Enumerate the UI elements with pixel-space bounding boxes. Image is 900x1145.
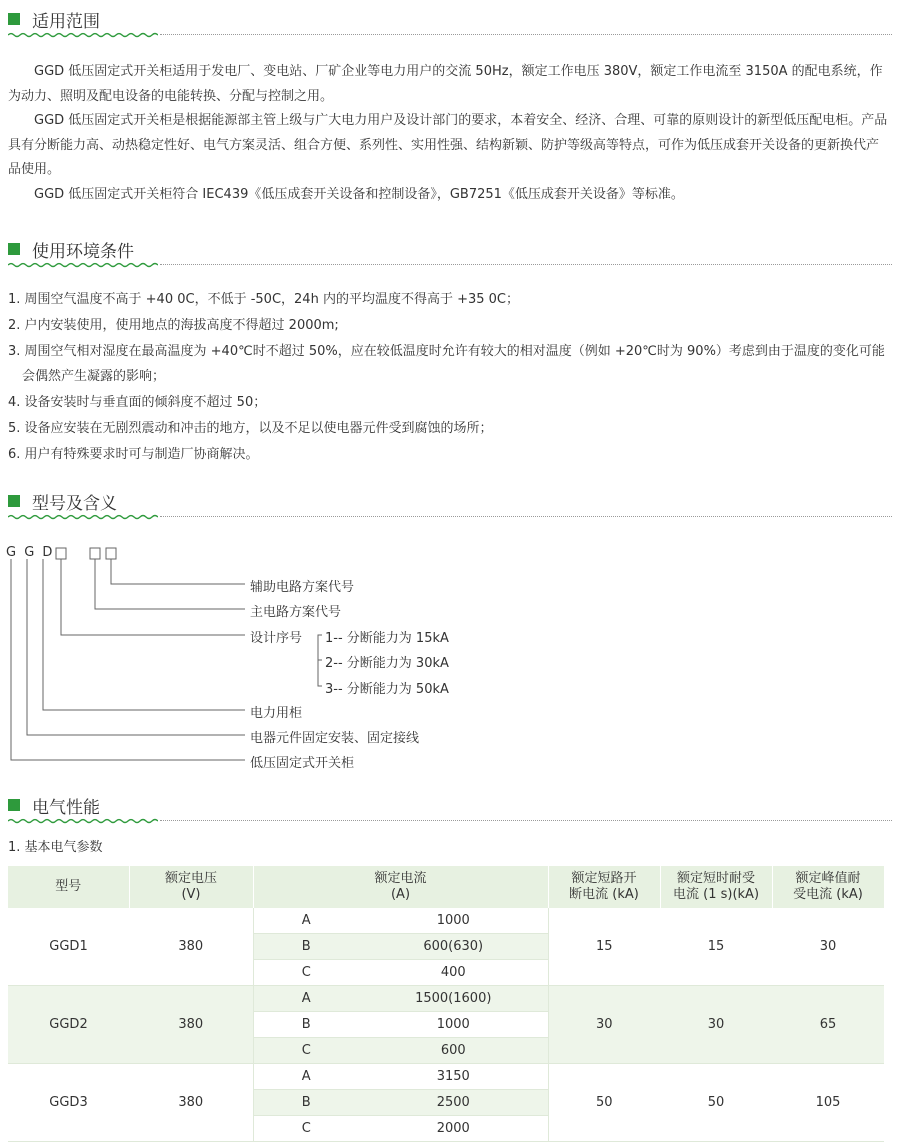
label-power-cabinet: 电力用柜	[250, 706, 303, 721]
cell-withstand: 15	[660, 908, 772, 986]
table-header-row	[8, 866, 884, 908]
electrical-parameters-table	[8, 866, 885, 1142]
cell-peak: 30	[772, 908, 884, 986]
cell-current: 600(630)	[359, 934, 548, 960]
label-fixed-install: 电器元件固定安装、固定接线	[250, 731, 420, 746]
cell-grade: C	[253, 1116, 359, 1142]
dotted-divider	[160, 34, 892, 35]
label-option-2: 2-- 分断能力为 30kA	[325, 656, 449, 671]
cell-current: 2000	[359, 1116, 548, 1142]
cell-current: 3150	[359, 1064, 548, 1090]
scope-paragraph: GGD 低压固定式开关柜适用于发电厂、变电站、厂矿企业等电力用户的交流 50Hz，额定工作电压 380V，额定工作电流至 3150A 的配电系统，作为动力、照明及配电设备的电能转换、分配与控制之用。	[8, 64, 883, 104]
section-title: 适用范围	[32, 12, 100, 32]
cell-voltage: 380	[129, 908, 253, 986]
cell-short-circuit: 15	[548, 908, 660, 986]
label-option-3: 3-- 分断能力为 50kA	[325, 682, 449, 697]
scope-paragraph: GGD 低压固定式开关柜是根据能源部主管上级与广大电力用户及设计部门的要求，本着安全、经济、合理、可靠的原则设计的新型低压配电柜。产品具有分断能力高、动热稳定性好、电气方案灵活、组合方便、系列性、实用性强、结构新颖、防护等级高等特点，可作为低压成套开关设备的更新换代产品使用。	[8, 113, 888, 177]
cell-grade: B	[253, 1090, 359, 1116]
label-aux-circuit: 辅助电路方案代号	[250, 580, 355, 595]
list-item: 3. 周围空气相对湿度在最高温度为 +40℃时不超过 50%，应在较低温度时允许有较大的相对温度（例如 +20℃时为 90%）考虑到由于温度的变化可能会偶然产生凝露的影响；	[8, 343, 885, 385]
label-design-serial: 设计序号	[250, 631, 303, 646]
label-main-circuit: 主电路方案代号	[250, 605, 342, 620]
wave-divider-icon	[8, 32, 158, 38]
section-header-electrical	[8, 794, 892, 818]
col-header-peak: 额定峰值耐 受电流 (kA)	[772, 866, 884, 908]
col-header-model: 型号	[8, 866, 129, 908]
square-bullet-icon	[8, 495, 20, 507]
cell-short-circuit: 30	[548, 986, 660, 1064]
cell-grade: A	[253, 1064, 359, 1090]
section-title: 电气性能	[32, 798, 100, 818]
section-title: 型号及含义	[32, 494, 117, 514]
cell-current: 2500	[359, 1090, 548, 1116]
list-item: 1. 周围空气温度不高于 +40 0C，不低于 -50C，24h 内的平均温度不得高于 +35 0C；	[8, 292, 519, 307]
label-lv-cabinet: 低压固定式开关柜	[250, 756, 355, 771]
cell-current: 1500(1600)	[359, 986, 548, 1012]
cell-withstand: 30	[660, 986, 772, 1064]
cell-grade: B	[253, 934, 359, 960]
cell-withstand: 50	[660, 1064, 772, 1142]
section-header-environment	[8, 238, 892, 262]
cell-current: 400	[359, 960, 548, 986]
col-header-voltage: 额定电压 (V)	[129, 866, 253, 908]
cell-model: GGD1	[8, 908, 129, 986]
cell-grade: A	[253, 986, 359, 1012]
list-item: 4. 设备安装时与垂直面的倾斜度不超过 50；	[8, 395, 267, 411]
cell-grade: C	[253, 1038, 359, 1064]
cell-peak: 105	[772, 1064, 884, 1142]
dotted-divider	[160, 516, 892, 517]
cell-current: 1000	[359, 908, 548, 934]
list-item: 6. 用户有特殊要求时可与制造厂协商解决。	[8, 446, 259, 462]
list-item: 2. 户内安装使用，使用地点的海拔高度不得超过 2000m;	[8, 317, 339, 333]
cell-model: GGD3	[8, 1064, 129, 1142]
square-bullet-icon	[8, 243, 20, 255]
wave-divider-icon	[8, 818, 158, 824]
square-bullet-icon	[8, 799, 20, 811]
table-row	[8, 908, 884, 934]
cell-short-circuit: 50	[548, 1064, 660, 1142]
col-header-short-circuit: 额定短路开 断电流 (kA)	[548, 866, 660, 908]
col-header-withstand: 额定短时耐受 电流 (1 s)(kA)	[660, 866, 772, 908]
sub-heading: 1. 基本电气参数	[8, 840, 103, 855]
environment-list	[8, 287, 888, 468]
section-header-scope	[8, 8, 892, 32]
wave-divider-icon	[8, 262, 158, 268]
section-header-model	[8, 490, 892, 514]
label-option-1: 1-- 分断能力为 15kA	[325, 631, 449, 646]
wave-divider-icon	[8, 514, 158, 520]
section-title: 使用环境条件	[32, 242, 134, 262]
cell-model: GGD2	[8, 986, 129, 1064]
scope-text	[8, 60, 888, 207]
col-header-current: 额定电流 (A)	[253, 866, 548, 908]
list-item: 5. 设备应安装在无剧烈震动和冲击的地方，以及不足以使电器元件受到腐蚀的场所；	[8, 420, 493, 436]
cell-grade: C	[253, 960, 359, 986]
cell-current: 600	[359, 1038, 548, 1064]
cell-grade: A	[253, 908, 359, 934]
cell-peak: 65	[772, 986, 884, 1064]
dotted-divider	[160, 264, 892, 265]
dotted-divider	[160, 820, 892, 821]
cell-voltage: 380	[129, 986, 253, 1064]
cell-current: 1000	[359, 1012, 548, 1038]
cell-voltage: 380	[129, 1064, 253, 1142]
cell-grade: B	[253, 1012, 359, 1038]
model-code-letters: G G D	[6, 545, 55, 560]
model-code-diagram	[0, 540, 500, 775]
square-bullet-icon	[8, 13, 20, 25]
table-row	[8, 1064, 884, 1090]
scope-paragraph: GGD 低压固定式开关柜符合 IEC439《低压成套开关设备和控制设备》，GB7251《低压成套开关设备》等标准。	[34, 186, 684, 202]
table-row	[8, 986, 884, 1012]
